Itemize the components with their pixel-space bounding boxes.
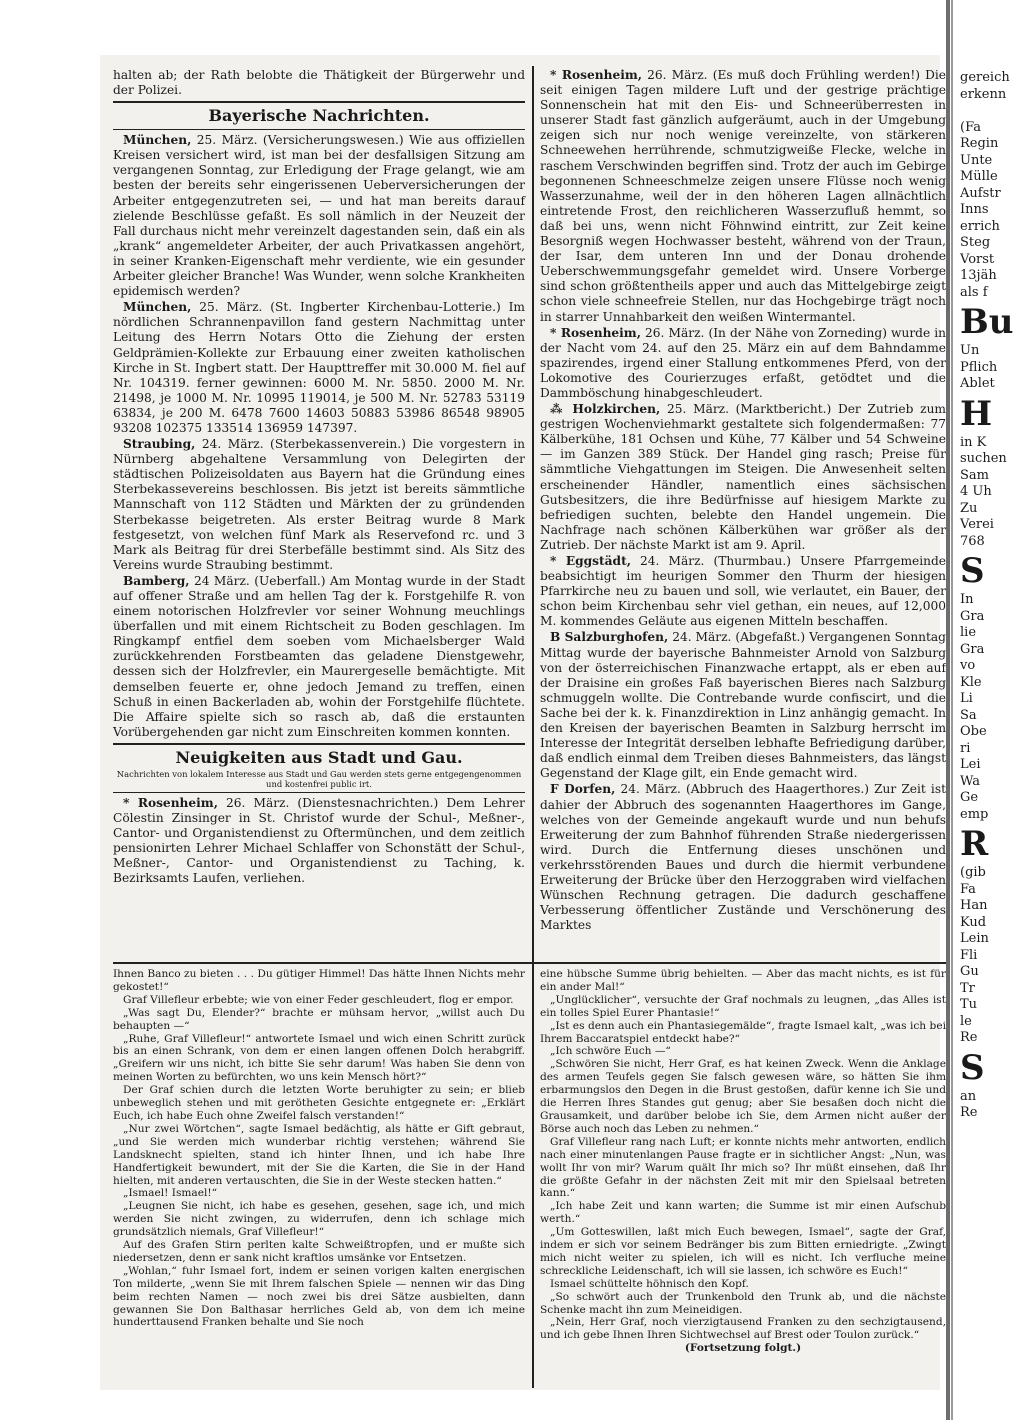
- article-place: München,: [123, 133, 192, 148]
- next-page-fragment: suchen: [960, 451, 1007, 466]
- next-page-fragment: vo: [960, 658, 976, 673]
- next-page-fragment: errich: [960, 218, 1000, 234]
- next-page-strip: [960, 70, 1013, 1410]
- article-body: 24. März. (Thurmbau.) Unsere Pfarrgemeinde beabsichtigt im heurigen Sommer den Thurm der hiesigen Pfarrkirche neu zu bauen und soll, wie verlautet, ein Bauer, der schon beim Kirchenbau sehr viel gethan, ein neues, auf 12,000 M. kommendes Geläute aus eigenen Mitteln beschaffen.: [540, 554, 946, 629]
- next-page-fragment: Unte: [960, 152, 993, 168]
- next-page-fragment: als f: [960, 284, 988, 300]
- next-page-fragment: Tr: [960, 980, 975, 996]
- feuilleton-left: [113, 968, 525, 1388]
- page-left-margin: [0, 0, 100, 1420]
- feuilleton-paragraph: „Ich habe Zeit und kann warten; die Summe ist mir einen Aufschub werth.“: [540, 1200, 946, 1226]
- feuilleton-paragraph: Ismael schüttelte höhnisch den Kopf.: [550, 1277, 749, 1290]
- next-page-fragment: Mülle: [960, 169, 998, 184]
- feuilleton-paragraph: Auf des Grafen Stirn perlten kalte Schweißtropfen, und er mußte sich niedersetzen, denn er sank nicht kraftlos umsänke vor Entsetzen.: [113, 1239, 525, 1264]
- feuilleton-paragraph: eine hübsche Summe übrig behielten. — Aber das macht nichts, es ist für ein ander Mal!“: [540, 968, 946, 993]
- feuilleton-paragraph: „Ruhe, Graf Villefleur!“ antwortete Ismael und wich einen Schritt zurück bis an einen Schrank, von dem er einen langen offenen Dolch herabgriff. „Greifern wir uns nicht, ich bitte Sie sehr darum! Was haben Sie denn von meinen Worten zu befürchten, wo uns kein Mensch hört?“: [113, 1032, 525, 1084]
- article-rosenheim-dienst: [113, 796, 525, 887]
- next-page-fragment: Gra: [960, 608, 985, 624]
- binding-spine-shadow: [951, 0, 953, 1420]
- article-place: Straubing,: [123, 437, 196, 452]
- next-page-fragment: Sa: [960, 707, 977, 723]
- next-page-fragment: In: [960, 592, 974, 607]
- article-place: Bamberg,: [123, 573, 190, 588]
- section-rule: [113, 792, 525, 793]
- next-page-fragment: Ge: [960, 790, 979, 805]
- article-place: ⁂ Holzkirchen,: [550, 402, 661, 417]
- article-rosenheim-fruehling: [540, 68, 946, 325]
- next-page-fragment: in K: [960, 434, 987, 450]
- next-page-fragment: [960, 103, 1000, 120]
- neuigkeiten-heading: Neuigkeiten aus Stadt und Gau.: [175, 747, 463, 767]
- article-body: 25. März. (St. Ingberter Kirchenbau-Lotterie.) Im nördlichen Schrannenpavillon fand gestern Nachmittag unter Leitung des Herrn Notars Otto die Ziehung der ersten Geldprämien-Kollekte zur Erbauung einer zweiten katholischen Kirche in St. Ingbert statt. Der Haupttreffer mit 30.000 M. fiel auf Nr. 104319. ferner gewinnen: 6000 M. Nr. 5850. 2000 M. Nr. 21498, je 1000 M. Nr. 10995 119014, je 500 M. Nr. 52783 53119 63834, je 200 M. 6478 7600 14603 50883 53986 86548 98905 93208 102375 133514 136959 147397.: [113, 300, 525, 435]
- article-body: 24. März. (Abgefaßt.) Vergangenen Sonntag Mittag wurde der bayerische Bahnmeister Arnold von Salzburg von der österreichischen Finanzwache ertappt, als er eben auf der Draisine ein großes Faß bayerischen Bieres nach Salzburg schmuggeln wollte. Die Contrebande wurde confiscirt, und die Sache bei der k. k. Finanzdirektion in Linz anhängig gemacht. In den Kreisen der bayerischen Beamten in Salzburg herrscht im Interesse der Integrität derselben lebhafte Befriedigung darüber, daß endlich einmal dem Treiben dieses Bahnmeisters, das längst Gegenstand der Klage gilt, ein Ende gemacht wird.: [540, 630, 946, 781]
- article-body: 24. März. (Sterbekassenverein.) Die vorgestern in Nürnberg abgehaltene Versammlung von Delegirten der städtischen Polizeisoldaten aus Bayern hat die Gründung eines Sterbekassevereins beschlossen. Bis jetzt ist bereits sämmtliche Mannschaft von 112 Städten und Märkten der zu gründenden Sterbekasse beigetreten. Als erster Beitrag wurde 8 Mark festgesetzt, von welchen fünf Mark als Reservefond rc. und 3 Mark als Beitrag für drei Sterbefälle bestimmt sind. Als Sitz des Vereins wurde Straubing bestimmt.: [113, 437, 525, 572]
- next-page-fragment: erkenn: [960, 86, 1007, 102]
- next-page-fragment: Verei: [960, 517, 994, 532]
- neuigkeiten-subtitle: Nachrichten von lokalem Interesse aus Stadt und Gau werden stets gerne entgegengenommen und kostenfrei public irt.: [116, 768, 522, 789]
- next-page-fragment: emp: [960, 806, 989, 822]
- next-page-fragment: Vorst: [960, 251, 995, 267]
- feuilleton-paragraph: „Ismael! Ismael!“: [123, 1187, 218, 1200]
- next-page-fragment: gereich: [960, 70, 1010, 85]
- feuilleton-paragraph: Graf Villefleur rang nach Luft; er konnte nichts mehr antworten, endlich nach einer minutenlangen Pause fragte er in sichtlicher Angst: „Nun, was wollt Ihr von mir? Warum quält Ihr mich so? Ihr müßt einsehen, daß Ihr die größte Gefahr in der nächsten Zeit mit mir den Spielsaal betreten kann.“: [540, 1135, 946, 1200]
- article-dorfen: [540, 782, 946, 933]
- next-page-fragment: Lei: [960, 757, 981, 772]
- next-page-fragment: Un: [960, 343, 980, 358]
- feuilleton-paragraph: Graf Villefleur erbebte; wie von einer Feder geschleudert, flog er empor.: [123, 993, 514, 1006]
- article-place: * Eggstädt,: [550, 554, 631, 568]
- next-page-fragment: an: [960, 1088, 977, 1104]
- article-body: 26. März. (Es muß doch Frühling werden!) Die seit einigen Tagen mildere Luft und der gestrige prächtige Sonnenschein hat mit den Eis- und Schneerüberresten in unserer Stadt fast gänzlich aufgeräumt, auch in der Umgebung zeigen sich nur noch wenige vereinzelte, von stärkeren Schneewehen herrührende, schmutzigweiße Flecke, welche in raschem Verschwinden begriffen sind. Trotz der auch im Gebirge begonnenen Schneeschmelze zeigen unsere Flüsse noch wenig Wasserzunahme, weil der in den höheren Lagen allnächtlich eintretende Frost, den reichlicheren Wasserzufluß hemmt, so daß bei uns, wenn nicht Föhnwind eintritt, zur Zeit keine Besorgniß wegen Hochwasser besteht, während von der Traun, der Isar, dem unteren Inn und der Donau drohende Ueberschwemmungsgefahr gemeldet wird. Unsere Vorberge sind schon größtentheils apper und auch das Mittelgebirge zeigt schon viele schneefreie Stellen, nur das Hochgebirge trägt noch in starrer Unnahbarkeit den weißen Wintermantel.: [540, 68, 946, 324]
- article-place: * Rosenheim,: [550, 68, 643, 82]
- feuilleton-paragraph: „Leugnen Sie nicht, ich habe es gesehen, gesehen, sage ich, und mich werden Sie nicht zwingen, zu widerrufen, denn ich schlage mich grundsätzlich niemals, Graf Villefleur!“: [113, 1200, 525, 1239]
- feuilleton-paragraph: „Ist es denn auch ein Phantasiegemälde“, fragte Ismael kalt, „was ich bei Ihrem Baccaratspiel entdeckt habe?“: [540, 1019, 946, 1045]
- feuilleton-paragraph: „So schwört auch der Trunkenbold den Trunk ab, und die nächste Schenke macht ihn zum Meineidigen.: [540, 1290, 946, 1316]
- next-page-fragment: le: [960, 1013, 972, 1029]
- next-page-fragment: Inns: [960, 202, 989, 217]
- next-page-fragment: Fli: [960, 947, 978, 963]
- next-page-fragment: Han: [960, 898, 988, 913]
- next-page-fragment: 13jäh: [960, 268, 997, 283]
- next-page-fragment: Fa: [960, 881, 976, 897]
- next-page-fragment: Kle: [960, 674, 982, 690]
- feuilleton-paragraph: Der Graf schien durch die letzten Worte beruhigter zu sein; er blieb unbeweglich stehen und mit gerötheten Gesichte entgegnete er: „Erklärt Euch, ich habe Euch ohne Zweifel falsch verstanden!“: [113, 1084, 525, 1122]
- fortsetzung-footer: (Fortsetzung folgt.): [684, 1342, 802, 1355]
- next-page-fragment: Steg: [960, 235, 991, 250]
- article-straubing: [113, 437, 525, 573]
- section-rule: [113, 101, 525, 103]
- section-rule: [113, 743, 525, 745]
- article-place: * Rosenheim,: [550, 325, 641, 340]
- next-page-fragment: Wa: [960, 773, 980, 789]
- article-body: 26. März. (Dienstesnachrichten.) Dem Lehrer Cölestin Zinsinger in St. Christof wurde der Schul-, Meßner-, Cantor- und Organistendienst zu Oftermünchen, und dem zeitlich pensionirten Lehrer Michael Schlaffer von Schonstätt der Schul-, Meßner-, Cantor- und Organistendienst zu Taching, k. Bezirksamts Laufen, verliehen.: [113, 795, 526, 886]
- feuilleton-paragraph: Ihnen Banco zu bieten . . . Du gütiger Himmel! Das hätte Ihnen Nichts mehr gekostet!“: [113, 968, 525, 993]
- feuilleton-paragraph: „Ich schwöre Euch —“: [550, 1045, 671, 1058]
- article-body: 24 März. (Ueberfall.) Am Montag wurde in der Stadt auf offener Straße und am hellen Tag der k. Forstgehilfe R. von einem notorischen Holzfrevler vor seiner Wohnung meuchlings überfallen und mit einem Richtscheit zu Boden geschlagen. Im Ringkampf entfiel dem soeben vom Michaelsberger Wald zurückkehrenden Forstbeamten das geladene Dienstgewehr, dessen sich der Holzfrevler, ein Maurergeselle bemächtigte. Mit demselben feuerte er, ohne jedoch Jemand zu treffen, einen Schuß in einen Backerladen ab, wohin der Forstgehilfe flüchtete. Die Affaire spielte sich so rasch ab, daß die erstaunten Vorübergehenden gar nicht zum Einschreiten kommen konnten.: [113, 573, 525, 739]
- section-rule: [113, 129, 525, 130]
- next-page-fragment: Sam: [960, 467, 989, 483]
- article-salzburghofen: [540, 630, 946, 781]
- article-place: B Salzburghofen,: [550, 630, 669, 645]
- next-page-fragment: Kud: [960, 914, 987, 930]
- feuilleton-right: [540, 968, 946, 1388]
- next-page-fragment: 768: [960, 533, 985, 549]
- next-page-fragment: Pflich: [960, 359, 998, 375]
- next-page-fragment: H: [960, 393, 993, 434]
- next-page-fragment: Re: [960, 1105, 978, 1120]
- next-page-fragment: Obe: [960, 724, 987, 739]
- article-muenchen-lotterie: [113, 300, 525, 436]
- binding-spine: [946, 0, 950, 1420]
- feuilleton-paragraph: „Um Gotteswillen, laßt mich Euch bewegen, Ismael“, sagte der Graf, indem er sich vor seinem Bedränger bis zum Bitten erniedrigte. „Zwingt mich nicht weiter zu spielen, ich will es nicht. Ich verfluche meine schreckliche Leidenschaft, ich will sie lassen, ich schwöre es Euch!“: [540, 1226, 946, 1277]
- feuilleton-rule: [113, 962, 946, 964]
- article-eggstaedt: [540, 554, 946, 629]
- article-body: 24. März. (Abbruch des Haagerthores.) Zur Zeit ist dahier der Abbruch des sogenannten Haagerthores im Gange, welches von der Gemeinde angekauft wurde und nun behufs Erweiterung der zum Bahnhof führenden Straße niedergerissen wird. Durch die Entfernung dieses unschönen und verkehrsstörenden Baues und durch die hiermit verbundene Erweiterung der Brücke über den Herzoggraben wird vielfachen Wünschen Rechnung getragen. Die dadurch geschaffene Verbesserung öffentlicher Zustände und Verschönerung des Marktes: [540, 782, 946, 933]
- article-body: 25. März. (Versicherungswesen.) Wie aus offiziellen Kreisen versichert wird, ist man bei der desfallsigen Sitzung am vergangenen Sonntag, zur Erledigung der Frage gelangt, wie am besten der bereits sehr eingerissenen Ueberversicherungen der Arbeiter entgegenzutreten sei, — und hat man bereits darauf zielende Beschlüsse gefaßt. Es soll nämlich in der Neuzeit der Fall durchaus nicht mehr vereinzelt dagestanden sein, daß ein als „krank“ angemeldeter Arbeiter, der auch Privatkassen angehört, in seiner Kranken-Eigenschaft mehr verdiente, wie ein gesunder Arbeiter gleicher Branche! Was Wunder, wenn solche Krankheiten epidemisch werden?: [113, 133, 525, 299]
- article-muenchen-versicherung: [113, 133, 525, 299]
- next-page-fragment: Li: [960, 691, 973, 706]
- next-page-fragment: Re: [960, 1030, 978, 1045]
- next-page-fragment: R: [960, 824, 989, 864]
- feuilleton-paragraph: „Unglücklicher“, versuchte der Graf nochmals zu leugnen, „das Alles ist ein tolles Spiel Eurer Phantasie!“: [540, 993, 946, 1019]
- next-page-fragment: (Fa: [960, 119, 981, 135]
- feuilleton-paragraph: „Nur zwei Wörtchen“, sagte Ismael bedächtig, als hätte er Gift gebraut, „und Sie werden mich wunderbar richtig verstehen; während Sie Landsknecht spielten, stand ich hinter Ihnen, und ich habe Ihre Handfertigkeit bewundert, mit der Sie die Karten, die Sie in der Hand hielten, mit anderen vertauschten, die Sie in der Weste stecken hatten.“: [113, 1122, 525, 1187]
- next-page-fragment: Zu: [960, 500, 978, 516]
- feuilleton-paragraph: „Nein, Herr Graf, noch vierzigtausend Franken zu den sechzigtausend, und ich gebe Ihnen Ihren Sichtwechsel auf Brest oder Toulon zurück.“: [540, 1316, 946, 1342]
- article-bamberg: [113, 574, 525, 740]
- intro-text: halten ab; der Rath belobte die Thätigkeit der Bürgerwehr und der Polizei.: [113, 68, 525, 98]
- article-holzkirchen: [540, 402, 946, 553]
- next-page-fragment: Gra: [960, 641, 985, 657]
- right-column: [540, 68, 946, 958]
- next-page-fragment: ri: [960, 740, 971, 756]
- article-place: F Dorfen,: [550, 782, 616, 797]
- next-page-fragment: Gu: [960, 964, 979, 979]
- next-page-fragment: S: [960, 551, 985, 591]
- next-page-fragment: Ablet: [960, 376, 995, 391]
- next-page-fragment: Tu: [960, 997, 978, 1012]
- next-page-fragment: Aufstr: [960, 185, 1001, 201]
- article-body: 26. März. (In der Nähe von Zorneding) wurde in der Nacht vom 24. auf den 25. März ein auf dem Bahndamme spazirendes, irgend einer Stallung entkommenes Pferd, von der Lokomotive des Courierzuges erfaßt, getödtet und die Dammböschung hinabgeschleudert.: [540, 325, 946, 400]
- next-page-fragment: S: [960, 1047, 985, 1088]
- article-place: München,: [123, 300, 192, 315]
- feuilleton-paragraph: „Wohlan,“ fuhr Ismael fort, indem er seinen vorigen kalten energischen Ton milderte, „wenn Sie mit Ihrem falschen Spiele — nennen wir das Ding beim rechten Namen — noch zwei bis drei Sätze ausbielten, dann gewannen Sie Don Balthasar herrliches Geld ab, von dem ich meine hunderttausend Franken behalte und Sie noch: [113, 1264, 525, 1329]
- article-body: 25. März. (Marktbericht.) Der Zutrieb zum gestrigen Wochenviehmarkt gestaltete sich folgendermaßen: 77 Kälberkühe, 181 Ochsen und Kühe, 77 Kälber und 54 Schweine — im Ganzen 389 Stück. Der Handel ging rasch; Preise für sämmtliche Viehgattungen im Steigen. Die Anwesenheit selten erscheinender Händler, namentlich eines sächsischen Gutsbesitzers, die ihre Bedürfnisse auf hiesigem Markte zu befriedigen suchten, belebte den Handel ungemein. Die Nachfrage nach schönen Kälberkühen war größer als der Zutrieb. Der nächste Markt ist am 9. April.: [540, 402, 946, 552]
- article-rosenheim-zorneding: [540, 326, 946, 401]
- article-place: * Rosenheim,: [123, 795, 218, 810]
- column-divider: [532, 66, 534, 1388]
- next-page-fragment: Lein: [960, 931, 989, 946]
- feuilleton-paragraph: „Was sagt Du, Elender?“ brachte er mühsam hervor, „willst auch Du behaupten —“: [113, 1006, 525, 1032]
- next-page-fragment: Bu: [960, 302, 1013, 342]
- feuilleton-paragraph: „Schwören Sie nicht, Herr Graf, es hat keinen Zweck. Wenn die Anklage des armen Teufels gegen Sie falsch gewesen wäre, so hätten Sie ihm erbarmungslos den Degen in die Brust gestoßen, dafür kenne ich Sie und die Herren Ihres Standes gut genug; aber Sie besaßen doch nicht die Grausamkeit, und darüber belobe ich Sie, dem Armen nicht außer der Börse auch noch das Leben zu nehmen.“: [540, 1058, 946, 1135]
- next-page-fragment: (gib: [960, 865, 986, 880]
- next-page-fragment: lie: [960, 625, 977, 640]
- next-page-fragment: 4 Uh: [960, 484, 992, 499]
- next-page-fragment: Regin: [960, 136, 999, 151]
- bayerische-nachrichten-heading: Bayerische Nachrichten.: [208, 106, 430, 126]
- left-column: [113, 68, 525, 958]
